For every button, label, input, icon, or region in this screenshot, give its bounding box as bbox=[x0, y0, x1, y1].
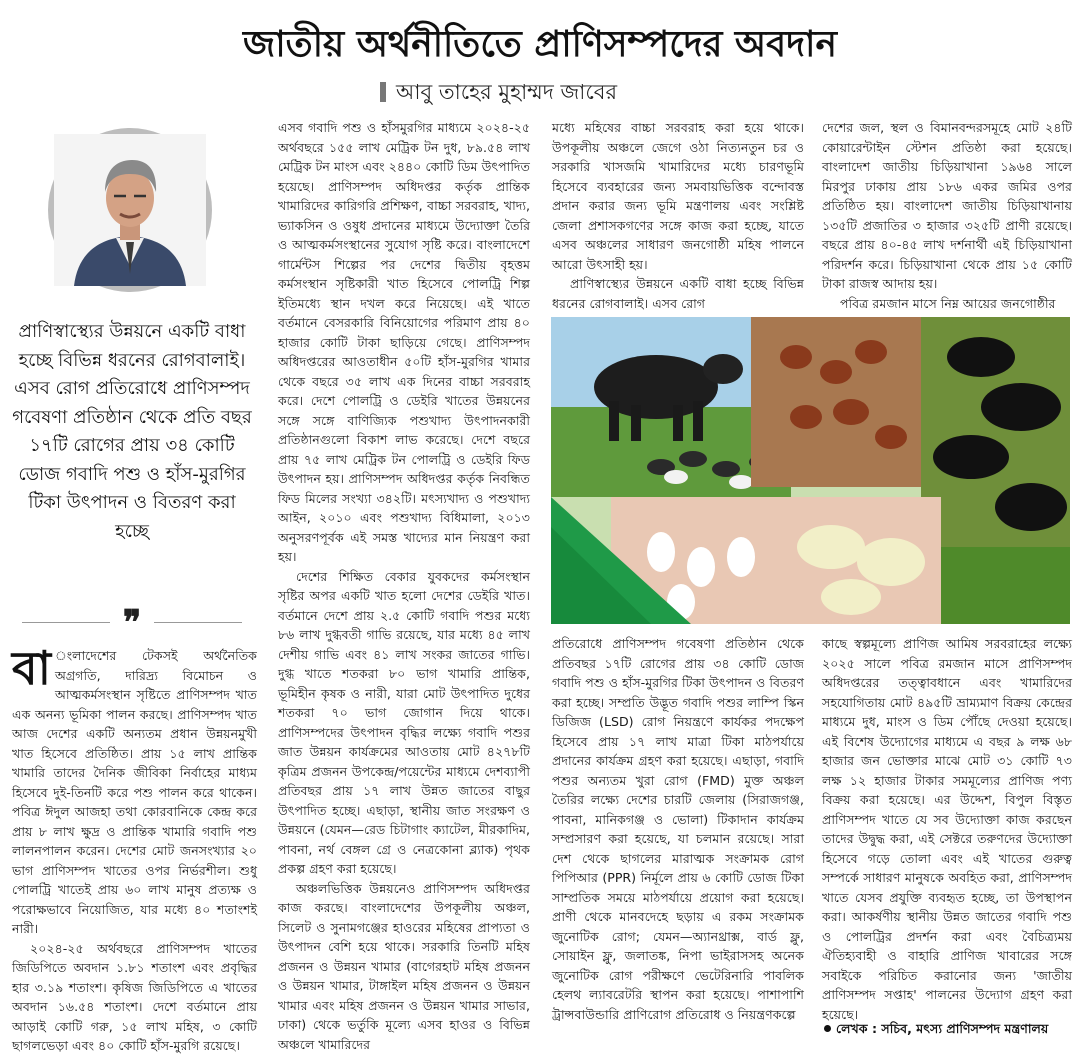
bullet-icon bbox=[824, 1025, 831, 1032]
column-1 bbox=[12, 641, 257, 1053]
author-portrait bbox=[48, 128, 212, 292]
column-3-top bbox=[552, 118, 804, 314]
col3-paragraph-2: প্রাণিস্বাস্থ্যের উন্নয়নে একটি বাধা হচ্ছে বিভিন্ন ধরনের রোগবালাই। এসব রোগ bbox=[552, 276, 804, 311]
col3b-paragraph-1: প্রতিরোধে প্রাণিসম্পদ গবেষণা প্রতিষ্ঠান থেকে প্রতিবছর ১৭টি রোগের প্রায় ৩৪ কোটি ডোজ গবাদি পশু ও হাঁস-মুরগির টিকা উৎপাদন ও বিতরণ করা হচ্ছে। সম্প্রতি উদ্ভূত গবাদি পশুর লাম্পি স্কিন ডিজিজ (LSD) রোগ নিয়ন্ত্রণে কার্যকর পদক্ষেপ হিসেবে প্রায় ১৭ লাখ মাত্রা টিকা মাঠপর্যায়ে প্রদানের কার্যক্রম গ্রহণ করা হয়েছে। এছাড়া, গবাদি পশুর অন্যতম খুরা রোগ (FMD) মুক্ত অঞ্চল তৈরির লক্ষ্যে দেশের চারটি জেলায় (সিরাজগঞ্জ, পাবনা, মানিকগঞ্জ ও ভোলা) টিকাদান কার্যক্রম সম্প্রসারণ করা হয়েছে, যা চলমান রয়েছে। সারা দেশ থেকে ছাগলের মারাত্মক সংক্রামক রোগ পিপিআর (PPR) নির্মূলে প্রায় ৬ কোটি ডোজ টিকা সাম্প্রতিক সময়ে মাঠপর্যায়ে প্রয়োগ করা হয়েছে। প্রাণী থেকে মানবদেহে ছড়ায় এ রকম সংক্রামক জুনোটিক রোগ; যেমন—অ্যানথ্রাক্স, বার্ড ফ্লু, সোয়াইন ফ্লু, জলাতঙ্ক, নিপা ভাইরাসসহ অনেক জুনোটিক রোগ পরীক্ষণে ভেটেরিনারি পাবলিক হেলথ ল্যাবরেটরি স্থাপন করা হয়েছে। পাশাপাশি ট্রান্সবাউন্ডারি প্রাণিরোগ প্রতিরোধ ও নিয়ন্ত্রণকল্পে bbox=[552, 636, 804, 1022]
col1-paragraph-1 bbox=[12, 641, 257, 939]
quote-rule-left bbox=[22, 622, 110, 623]
column-4-top bbox=[822, 118, 1072, 314]
col4-paragraph-2: পবিত্র রমজান মাসে নিম্ন আয়ের জনগোষ্ঠীর bbox=[840, 295, 1056, 311]
column-4-bottom bbox=[822, 634, 1072, 1022]
livestock-photo-icon bbox=[551, 317, 1070, 624]
col2-paragraph-3: অঞ্চলভিত্তিক উন্নয়নেও প্রাণিসম্পদ অধিদপ্তর কাজ করছে। বাংলাদেশের উপকূলীয় অঞ্চল, সিলেট ও সুনামগঞ্জের হাওরের মহিষের প্রাপ্যতা ও উৎপাদন বেশি হয়ে থাকে। সরকারি তিনটি মহিষ প্রজনন ও উন্নয়ন খামার (বাগেরহাট মহিষ প্রজনন ও উন্নয়ন খামার, টাঙ্গাইল মহিষ প্রজনন ও উন্নয়ন খামার এবং মহিষ প্রজনন ও উন্নয়ন খামার সাভার, ঢাকা) থেকে ভর্তুকি মূল্যে এসব হাওর ও বিভিন্ন অঞ্চলে খামারিদের bbox=[278, 880, 530, 1052]
quote-mark-icon: ❞ bbox=[122, 603, 142, 643]
col4-paragraph-1: দেশের জল, স্থল ও বিমানবন্দরসমূহে মোট ২৪টি কোয়ারেন্টাইন স্টেশন প্রতিষ্ঠা করা হয়েছে। বাংলাদেশ জাতীয় চিড়িয়াখানা ১৯৬৪ সালে মিরপুর ঢাকায় প্রায় ১৮৬ একর জমির ওপর প্রতিষ্ঠিত হয়। বাংলাদেশ জাতীয় চিড়িয়াখানায় ১৩৫টি প্রজাতির ৩ হাজার ৩২৫টি প্রাণী রয়েছে। বছরে প্রায় ৪০-৪৫ লাখ দর্শনার্থী এই চিড়িয়াখানা পরিদর্শন করে। চিড়িয়াখানা থেকে প্রায় ১৫ কোটি টাকা রাজস্ব আদায় হয়। bbox=[822, 120, 1072, 291]
col1-paragraph-2: ২০২৪-২৫ অর্থবছরে প্রাণিসম্পদ খাতের জিডিপিতে অবদান ১.৮১ শতাংশ এবং প্রবৃদ্ধির হার ৩.১৯ শতাংশ। কৃষিজ জিডিপিতে এ খাতের অবদান ১৬.৫৪ শতাংশ। দেশে বর্তমানে প্রায় আড়াই কোটি গরু, ১৫ লাখ মহিষ, ৩ কোটি ছাগলভেড়া এবং ৪০ কোটি হাঁস-মুরগি রয়েছে। bbox=[12, 940, 257, 1053]
col1-text-1: ংলাদেশের টেকসই অর্থনৈতিক অগ্রগতি, দারিদ্র্য বিমোচন ও আত্মকর্মসংস্থান সৃষ্টিতে প্রাণিসম্পদ খাত এক অনন্য ভূমিকা পালন করছে। প্রাণিসম্পদ খাত আজ দেশের একটি অন্যতম প্রধান উন্নয়নমুখী খাত হিসেবে প্রতিষ্ঠিত। প্রায় ১৫ লাখ প্রান্তিক খামারি তাদের দৈনিক জীবিকা নির্বাহের মাধ্যম হিসেবে দুই-তিনটি করে পশু পালন করে থাকেন। পবিত্র ঈদুল আজহা তথা কোরবানিকে কেন্দ্র করে প্রায় ৮ লাখ ক্ষুদ্র ও প্রান্তিক খামারি গবাদি পশু লালনপালন করেন। দেশের মোট জনসংখ্যার ২০ ভাগ প্রাণিসম্পদ খাতের ওপর নির্ভরশীল। শুধু পোলট্রি খাতেই প্রায় ৬০ লাখ মানুষ প্রত্যক্ষ ও পরোক্ষভাবে নিয়োজিত, যার মধ্যে ৪০ শতাংশই নারী। bbox=[12, 648, 257, 936]
byline bbox=[380, 76, 780, 108]
author-photo-icon bbox=[54, 134, 206, 286]
column-3-bottom bbox=[552, 634, 804, 1044]
pull-quote: প্রাণিস্বাস্থ্যের উন্নয়নে একটি বাধা হচ্ছে বিভিন্ন ধরনের রোগবালাই। এসব রোগ প্রতিরোধে প্রাণিসম্পদ গবেষণা প্রতিষ্ঠান থেকে প্রতি বছর ১৭টি রোগের প্রায় ৩৪ কোটি ডোজ গবাদি পশু ও হাঁস-মুরগির টিকা উৎপাদন ও বিতরণ করা হচ্ছে bbox=[12, 321, 252, 542]
quote-mark bbox=[12, 603, 252, 643]
byline-text: আবু তাহের মুহাম্মদ জাবের bbox=[396, 80, 618, 104]
column-2 bbox=[278, 118, 530, 1052]
byline-bar bbox=[380, 82, 386, 102]
author-note bbox=[824, 1018, 1074, 1040]
livestock-photo-collage bbox=[551, 317, 1070, 624]
col2-paragraph-1: এসব গবাদি পশু ও হাঁসমুরগির মাধ্যমে ২০২৪-২৫ অর্থবছরে ১৫৫ লাখ মেট্রিক টন দুধ, ৮৯.৫৪ লাখ মেট্রিক টন মাংস এবং ২৪৪০ কোটি ডিম উৎপাদিত হয়েছে। প্রাণিসম্পদ অধিদপ্তর কর্তৃক প্রান্তিক খামারিদের কারিগরি প্রশিক্ষণ, বাচ্চা সরবরাহ, খাদ্য, ভ্যাকসিন ও ওষুধ প্রদানের মাধ্যমে উদ্যোক্তা তৈরি ও আত্মকর্মসংস্থানের সুযোগ সৃষ্টি করে। বাংলাদেশে গার্মেন্টস শিল্পের পর দেশের দ্বিতীয় বৃহত্তম কর্মসংস্থান সৃষ্টিকারী খাত হিসেবে পোলট্রি শিল্প ইতিমধ্যে স্থান দখল করে নিয়েছে। এই খাতে বর্তমানে বেসরকারি বিনিয়োগের পরিমাণ প্রায় ৪০ হাজার কোটি টাকা ছাড়িয়ে গেছে। প্রাণিসম্পদ অধিদপ্তরের আওতাধীন ৫০টি হাঁস-মুরগির খামার থেকে বছরে ৩৫ লাখ এক দিনের বাচ্চা সরবরাহ করে। দেশে পোলট্রি ও ডেইরি খাতের উন্নয়নের সঙ্গে সঙ্গে বাণিজ্যিক পশুখাদ্য উৎপাদনকারী প্রতিষ্ঠানগুলো বিকাশ লাভ করেছে। দেশে বছরে প্রায় ৭৫ লাখ মেট্রিক টন পোলট্রি ও ডেইরি ফিড উৎপাদন হয়। প্রাণিসম্পদ অধিদপ্তর কর্তৃক নিবন্ধিত ফিড মিলের সংখ্যা ৩৪২টি। মৎস্যখাদ্য ও পশুখাদ্য আইন, ২০১০ এবং পশুখাদ্য বিধিমালা, ২০১৩ অনুসরণপূর্বক এই সমস্ত খাদ্যের মান নিয়ন্ত্রণ করা হয়। bbox=[278, 120, 530, 564]
headline: জাতীয় অর্থনীতিতে প্রাণিসম্পদের অবদান bbox=[243, 24, 837, 65]
col3-paragraph-1: মধ্যে মহিষের বাচ্চা সরবরাহ করা হয়ে থাকে। উপকূলীয় অঞ্চলে জেগে ওঠা নিত্যনতুন চর ও সরকারি খাসজমি খামারিদের মধ্যে চারণভূমি হিসেবে ব্যবহারের জন্য সমবায়ভিত্তিক বন্দোবস্ত প্রদান করার জন্য ভূমি মন্ত্রণালয় এবং সংশ্লিষ্ট জেলা প্রশাসকগণের সঙ্গে কাজ করা হচ্ছে, যাতে এসব অঞ্চলের সাধারণ জনগোষ্ঠী মহিষ পালনে আরো উৎসাহী হয়। bbox=[552, 120, 804, 272]
quote-rule-right bbox=[154, 622, 242, 623]
col4b-paragraph-1: কাছে স্বল্পমূল্যে প্রাণিজ আমিষ সরবরাহের লক্ষ্যে ২০২৫ সালে পবিত্র রমজান মাসে প্রাণিসম্পদ অধিদপ্তরের তত্ত্বাবধানে এবং খামারিদের সহযোগিতায় মোট ৪৯৫টি ভ্রাম্যমাণ বিক্রয় কেন্দ্রের মাধ্যমে দুধ, মাংস ও ডিম পৌঁছে দেওয়া হয়েছে। এই বিশেষ উদ্যোগের মাধ্যমে এ বছর ৯ লক্ষ ৬৮ হাজার জন ভোক্তার মাঝে মোট ৩১ কোটি ৭৩ লক্ষ ১২ হাজার টাকার সমমূল্যের প্রাণিজ পণ্য বিক্রয় করা হয়েছে। এর উদ্দেশ, বিপুল বিস্তৃত প্রাণিসম্পদ খাতে যে সব উদ্যোক্তা কাজ করছেন তাদের উদ্বুদ্ধ করা, এই সেক্টরে তরুণদের উদ্যোক্তা হিসেবে গড়ে তোলা এবং এই খাতের গুরুত্ব সম্পর্কে সাধারণ মানুষকে অবহিত করা, প্রাণিসম্পদ খাতে যেসব প্রযুক্তি ব্যবহৃত হচ্ছে, তা উপস্থাপন করা। আকর্ষণীয় স্থানীয় উন্নত জাতের গবাদি পশু ও পোলট্রির প্রদর্শন করা এবং বৈচিত্র্যময় ঐতিহ্যবাহী ও বাহারি প্রাণিজ খাবারের সঙ্গে সবাইকে পরিচিত করানোর জন্য 'জাতীয় প্রাণিসম্পদ সপ্তাহ' পালনের উদ্যোগ গ্রহণ করা হয়েছে। bbox=[822, 636, 1072, 1022]
author-note-text: লেখক : সচিব, মৎস্য প্রাণিসম্পদ মন্ত্রণালয় bbox=[836, 1021, 1049, 1036]
portrait-frame bbox=[54, 134, 206, 286]
drop-cap: বা bbox=[12, 641, 51, 695]
col2-paragraph-2: দেশের শিক্ষিত বেকার যুবকদের কর্মসংস্থান সৃষ্টির অপর একটি খাত হলো দেশের ডেইরি খাত। বর্তমানে দেশে প্রায় ২.৫ কোটি গবাদি পশুর মধ্যে ৮৬ লাখ দুগ্ধবতী গাভি রয়েছে, যার মধ্যে ৪৫ লাখ দেশীয় গাভি এবং ৪১ লাখ সংকর জাতের গাভি। দুগ্ধ খাতে শতকরা ৮০ ভাগ খামারি প্রান্তিক, ভূমিহীন কৃষক ও নারী, যারা মোট উৎপাদিত দুধের শতকরা ৭০ ভাগ জোগান দিয়ে থাকে। প্রাণিসম্পদের উৎপাদন বৃদ্ধির লক্ষ্যে গবাদি পশুর জাত উন্নয়ন কার্যক্রমের আওতায় মোট ৪২৭৮টি কৃত্রিম প্রজনন উপকেন্দ্র/পয়েন্টের মাধ্যমে দেশব্যাপী প্রতিবছর প্রায় ১৭ লাখ উন্নত জাতের বাছুর উৎপাদিত হচ্ছে। এছাড়া, স্থানীয় জাত সংরক্ষণ ও উন্নয়নে (যেমন—রেড চিটাগাং ক্যাটেল, মীরকাদিম, পাবনা, নর্থ বেঙ্গল গ্রে ও নেত্রকোনা ব্ল্যাক) পৃথক প্রকল্প গ্রহণ করা হয়েছে। bbox=[278, 568, 530, 876]
